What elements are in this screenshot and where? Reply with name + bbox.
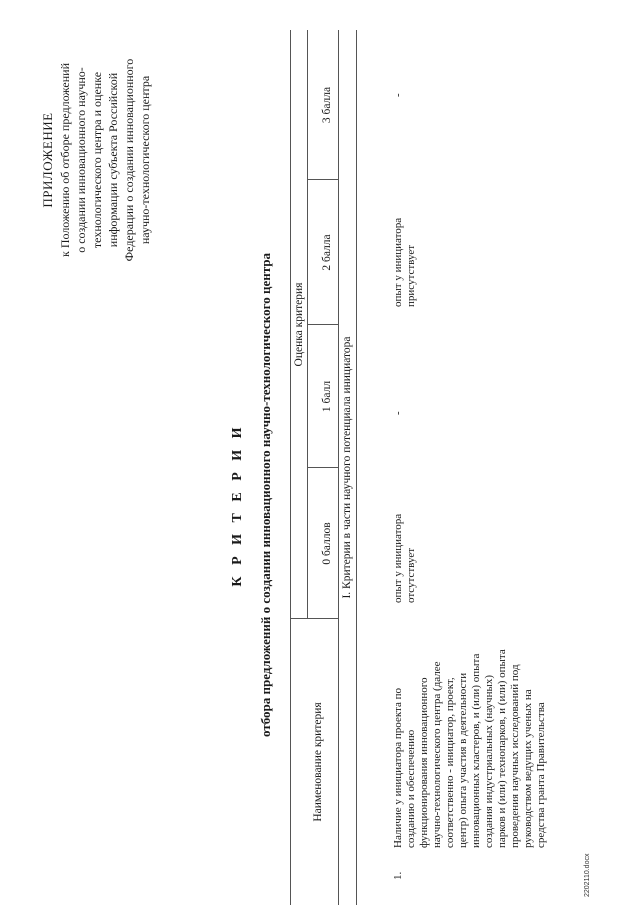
appendix-line: информации субъекта Российской [106,72,120,248]
score-group-header: Оценка критерия [293,282,305,367]
score-cell-2 [392,182,418,307]
appendix-line: к Положению об отборе предложений [58,62,72,258]
score-text: присутствует [405,244,417,307]
score-text: опыт у инициатора [392,217,404,307]
document-subtitle: отбора предложений о создании инновационного научно-технологического центра [258,253,273,737]
criterion-line: парков и (или) технопарков, и (или) опыта [496,649,508,848]
appendix-heading: ПРИЛОЖЕНИЕ [40,112,55,208]
criterion-line: руководством ведущих ученых на [522,689,534,848]
section-border [356,30,357,905]
appendix-block [40,15,153,305]
appendix-line: технологического центра и оценке [90,71,104,249]
score-header-0: 0 баллов [321,522,333,565]
table-top-border [290,30,291,905]
score-text: - [392,93,404,97]
table-header-border [338,30,339,905]
criterion-line: соответственно - инициатор, проект, [444,677,456,848]
section-title: I. Критерии в части научного потенциала инициатора [341,336,353,599]
criterion-line: функционирования инновационного [418,677,430,848]
file-stamp: 2202110.docx [584,853,591,897]
score-text: - [392,411,404,415]
score-cell-1 [392,375,405,415]
row-number: 1. [392,871,404,880]
score-cell-0 [392,473,418,603]
criterion-name [392,608,548,848]
score-cell-3 [392,57,405,97]
criterion-line: средства гранта Правительства [535,702,547,848]
appendix-line: Федерации о создании инновационного [122,58,136,262]
criterion-line: проведения научных исследований под [509,664,521,848]
score-header-1: 1 балл [321,380,333,413]
criterion-name-header: Наименование критерия [312,702,324,822]
criterion-line: Наличие у инициатора проекта по [392,688,404,848]
score-header-2: 2 балла [321,234,333,271]
score-header-3: 3 балла [321,86,333,124]
criterion-line: созданию и обеспечению [405,729,417,848]
score-text: отсутствует [405,547,417,603]
criterion-line: научно-технологического центра (далее [431,661,443,848]
document-title: К Р И Т Е Р И И [230,423,245,587]
criterion-line: создания индустриальных (научных) [483,674,495,848]
score-text: опыт у инициатора [392,513,404,603]
criterion-line: инновационных кластеров, и (или) опыта [470,653,482,848]
appendix-line: научно-технологического центра [138,75,152,245]
criterion-line: центр) опыта участия в деятельности [457,672,469,848]
appendix-line: о создании инновационного научно- [74,67,88,253]
